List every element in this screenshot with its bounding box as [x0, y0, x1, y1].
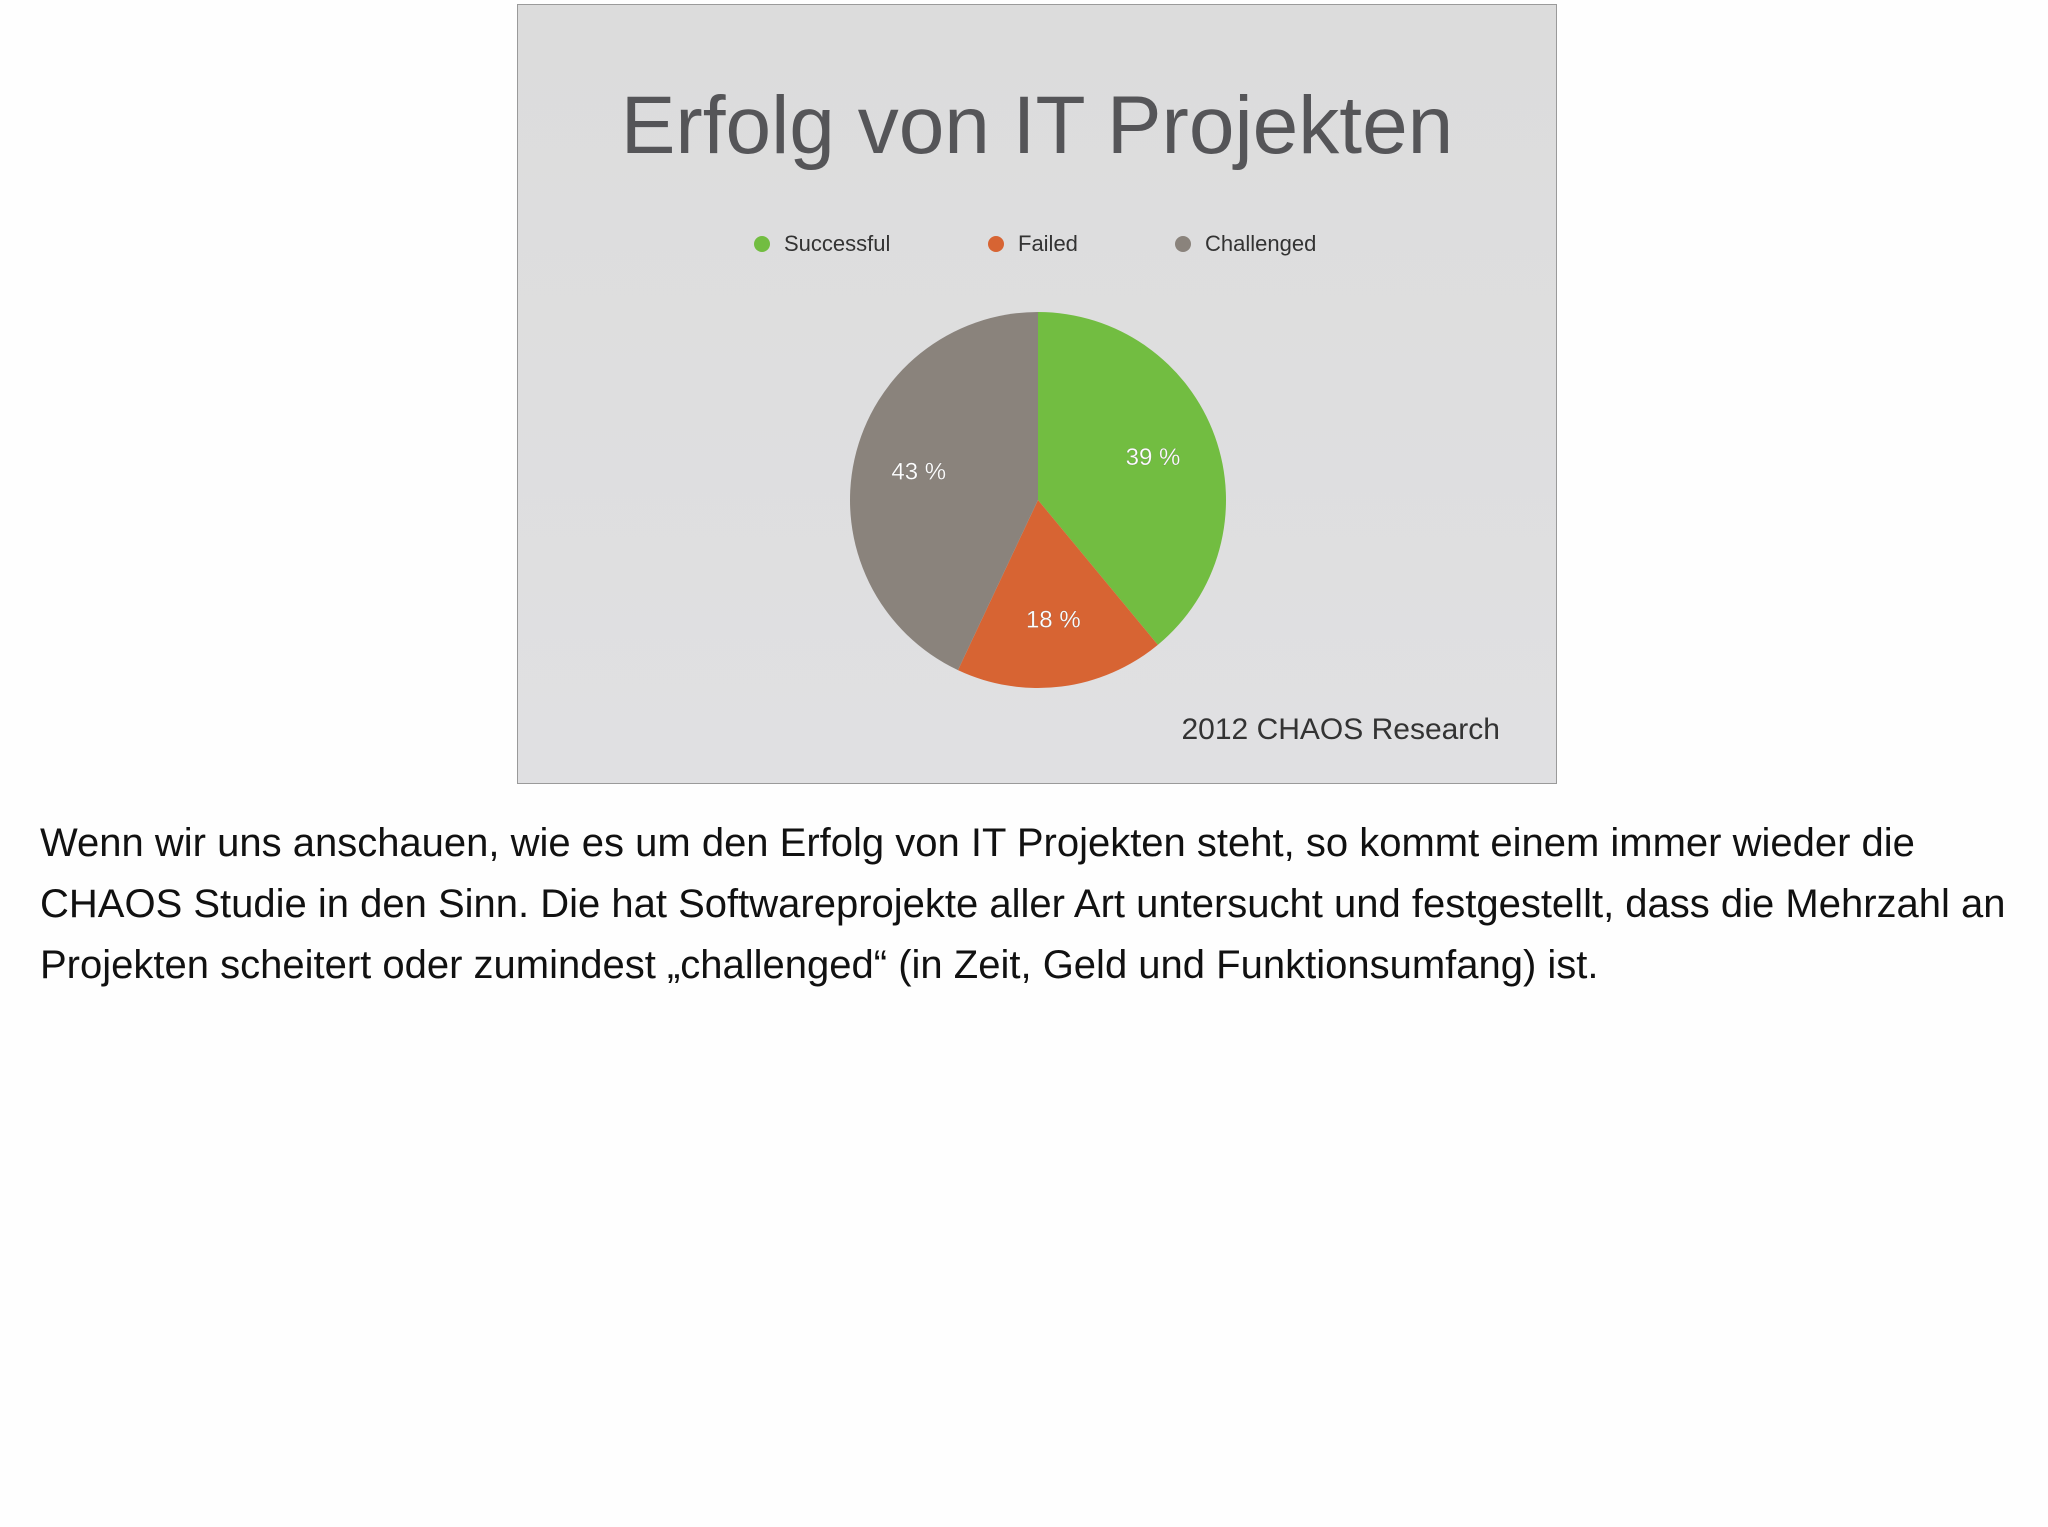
legend-label-challenged: Challenged: [1205, 231, 1317, 256]
slide: [517, 4, 1557, 784]
data-label-failed: 18 %: [1025, 606, 1081, 634]
pie-chart: [518, 5, 1558, 785]
source-note: 2012 CHAOS Research: [1181, 713, 1500, 746]
legend-label-failed: Failed: [1018, 231, 1078, 256]
data-label-challenged: 43 %: [891, 458, 947, 486]
data-label-successful: 39 %: [1125, 443, 1181, 471]
chart-title: Erfolg von IT Projekten: [620, 80, 1454, 171]
legend-label-successful: Successful: [784, 231, 891, 256]
caption-text: Wenn wir uns anschauen, wie es um den Erfolg von IT Projekten steht, so kommt einem immer wieder die CHAOS Studie in den Sinn. Die hat Softwareprojekte aller Art untersucht und festgestellt, dass die Mehrzahl an Projekten scheitert oder zumindest „challenged“ (in Zeit, Geld und Funktionsumfang) ist.: [40, 821, 2006, 987]
